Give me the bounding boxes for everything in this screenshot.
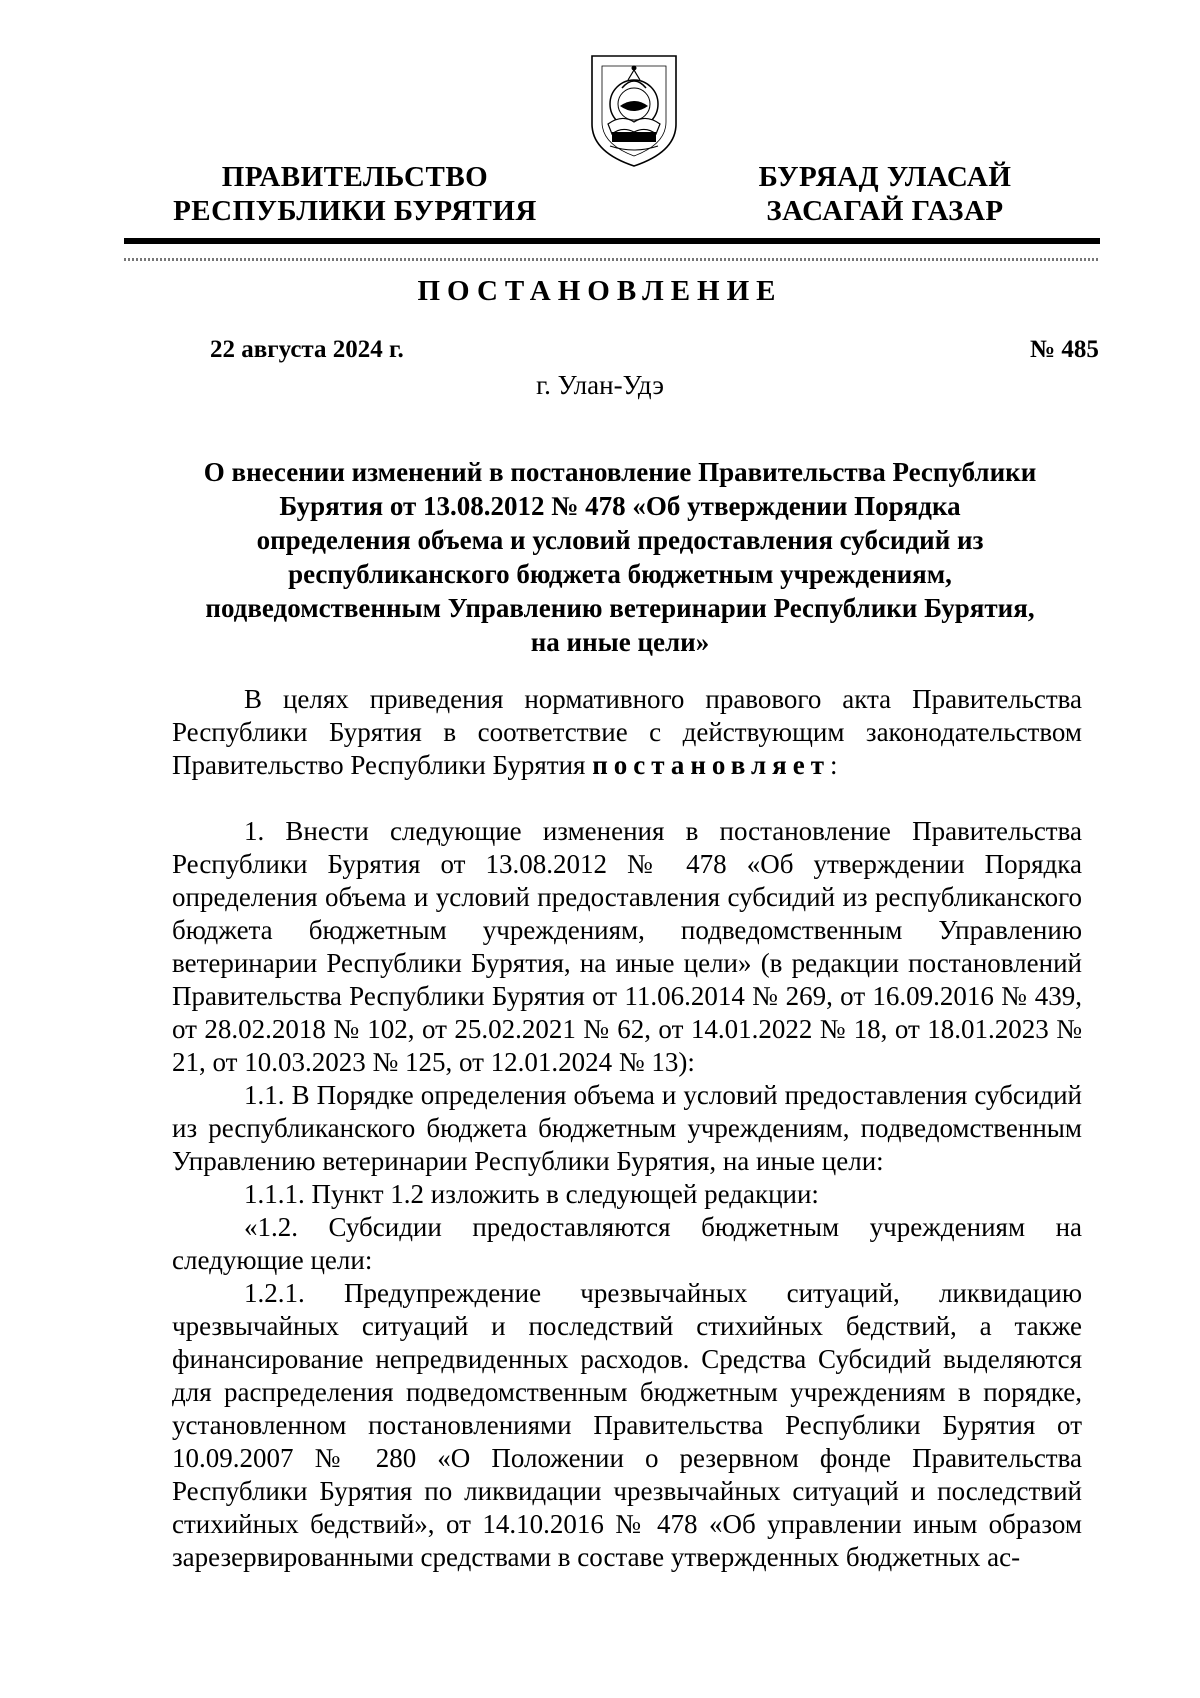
header-divider-thin [124, 258, 1100, 261]
issuer-line-1: ПРАВИТЕЛЬСТВО [221, 161, 489, 193]
issuer-line-2: РЕСПУБЛИКИ БУРЯТИЯ [173, 195, 537, 227]
body-paragraph-1: 1. Внести следующие изменения в постановление Правительства Республики Бурятия от 13.08.2012 № 478 «Об утверждении Порядка определения объема и условий предоставления субсидий из республиканского бюджета бюджетным учреждениям, подведомственным Управлению ветеринарии Республики Бурятия, на иные цели» (в редакции постановлений Правительства Республики Бурятия от 11.06.2014 № 269, от 16.09.2016 № 439, от 28.02.2018 № 102, от 25.02.2021 № 62, от 14.01.2022 № 18, от 18.01.2023 № 21, от 10.03.2023 № 125, от 12.01.2024 № 13): [172, 816, 1082, 1077]
document-type-title: ПОСТАНОВЛЕНИЕ [417, 275, 783, 307]
decree-number: № 485 [1030, 336, 1099, 363]
body-paragraph-1-2: «1.2. Субсидии предоставляются бюджетным учреждениям на следующие цели: [172, 1212, 1082, 1275]
preamble-colon: : [829, 750, 838, 780]
coat-of-arms-icon [586, 52, 682, 170]
header-divider-thick [124, 238, 1100, 244]
decree-city: г. Улан-Удэ [536, 370, 664, 400]
issuer-line-2-buryat: ЗАСАГАЙ ГАЗАР [766, 195, 1004, 227]
decree-keyword: постановляет [592, 750, 830, 780]
decree-subject: О внесении изменений в постановление Правительства Республики Бурятия от 13.08.2012 № 478 «Об утверждении Порядка определения объема и условий предоставления субсидий из республиканского бюджета бюджетным учреждениям, подведомственным Управлению ветеринарии Республики Бурятия, на иные цели» [203, 457, 1037, 657]
issuer-line-1-buryat: БУРЯАД УЛАСАЙ [758, 161, 1012, 193]
body-paragraph-1-1-1: 1.1.1. Пункт 1.2 изложить в следующей редакции: [244, 1179, 819, 1209]
decree-body [172, 683, 1082, 1574]
preamble-text: В целях приведения нормативного правового акта Правительства Республики Бурятия в соответствие с действующим законодательством Правительство Республики Бурятия [172, 684, 1082, 780]
issuer-name-russian [160, 160, 550, 228]
preamble-paragraph [172, 683, 1082, 782]
issuer-name-buryat [725, 160, 1045, 228]
body-paragraph-1-1: 1.1. В Порядке определения объема и условий предоставления субсидий из республиканского бюджета бюджетным учреждениям, подведомственным Управлению ветеринарии Республики Бурятия, на иные цели: [172, 1080, 1082, 1176]
body-paragraph-1-2-1: 1.2.1. Предупреждение чрезвычайных ситуаций, ликвидацию чрезвычайных ситуаций и последствий стихийных бедствий, а также финансирование непредвиденных расходов. Средства Субсидий выделяются для распределения подведомственным бюджетным учреждениям в порядке, установленном постановлениями Правительства Республики Бурятия от 10.09.2007 № 280 «О Положении о резервном фонде Правительства Республики Бурятия по ликвидации чрезвычайных ситуаций и последствий стихийных бедствий», от 14.10.2016 № 478 «Об управлении иным образом зарезервированными средствами в составе утвержденных бюджетных ас- [172, 1278, 1082, 1572]
decree-date: 22 августа 2024 г. [210, 336, 404, 363]
